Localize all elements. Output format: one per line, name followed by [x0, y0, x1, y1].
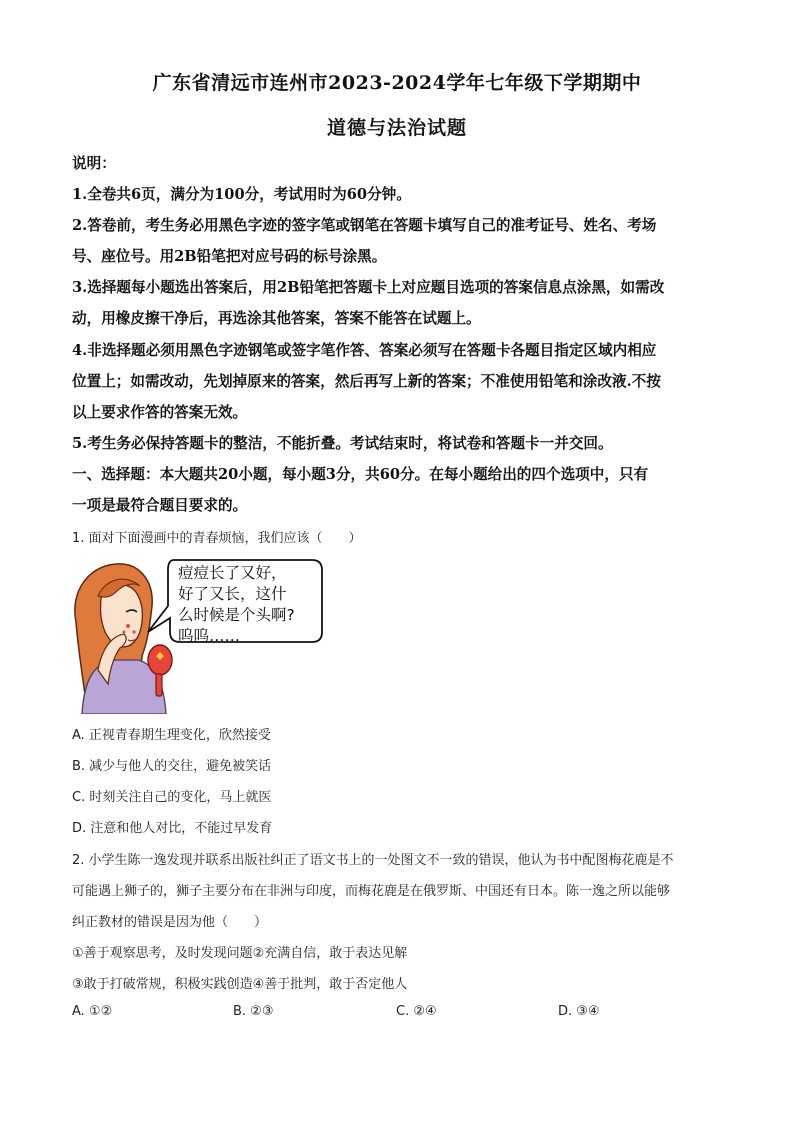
- instruction-2-line2: 号、座位号。用2B铅笔把对应号码的标号涂黑。: [72, 248, 387, 265]
- question-2-statements-line1: ①善于观察思考，及时发现问题②充满自信，敢于表达见解: [72, 946, 408, 961]
- question-1-option-b[interactable]: B. 减少与他人的交往，避免被笑话: [72, 759, 272, 774]
- instruction-4-line1: 4.非选择题必须用黑色字迹钢笔或签字笔作答、答案必须写在答题卡各题目指定区域内相应: [72, 342, 657, 359]
- instruction-5: 5.考生务必保持答题卡的整洁，不能折叠。考试结束时，将试卷和答题卡一并交回。: [72, 435, 613, 452]
- instruction-3-line2: 动，用橡皮擦干净后，再选涂其他答案，答案不能答在试题上。: [72, 310, 481, 327]
- instruction-4-line2: 位置上；如需改动，先划掉原来的答案，然后再写上新的答案；不准使用铅笔和涂改液.不按: [72, 373, 661, 390]
- instructions-heading: 说明：: [72, 155, 116, 172]
- instruction-1: 1.全卷共6页，满分为100分，考试用时为60分钟。: [72, 186, 411, 203]
- exam-title-line1: 广东省清远市连州市2023-2024学年七年级下学期期中: [152, 72, 642, 94]
- question-1-option-d[interactable]: D. 注意和他人对比，不能过早发育: [72, 821, 273, 836]
- bubble-line-2: 好了又长，这什: [178, 585, 287, 603]
- question-2-option-c[interactable]: C. ②④: [396, 1004, 437, 1019]
- pimple-mark: [123, 631, 126, 634]
- pimple-mark: [126, 624, 130, 628]
- question-2-option-b[interactable]: B. ②③: [233, 1004, 274, 1019]
- question-2-option-a[interactable]: A. ①②: [72, 1004, 113, 1019]
- question-2-stem-line2: 可能遇上狮子的，狮子主要分布在非洲与印度，而梅花鹿是在俄罗斯、中国还有日本。陈一逸之所以能够: [72, 884, 671, 899]
- question-1-option-c[interactable]: C. 时刻关注自己的变化，马上就医: [72, 790, 272, 805]
- exam-title-line2: 道德与法治试题: [326, 117, 467, 139]
- section1-heading-line1: 一、选择题：本大题共20小题，每小题3分，共60分。在每小题给出的四个选项中，只有: [72, 466, 649, 483]
- question-2-statements-line2: ③敢于打破常规，积极实践创造④善于批判，敢于否定他人: [72, 977, 408, 992]
- question-2-option-d[interactable]: D. ③④: [558, 1004, 600, 1019]
- question-2-stem-line1: 2. 小学生陈一逸发现并联系出版社纠正了语文书上的一处图文不一致的错误，他认为书中配图梅花鹿是不: [72, 853, 674, 868]
- mirror-handle: [156, 674, 162, 696]
- bubble-line-4: 呜呜……: [178, 627, 241, 645]
- pimple-mark: [132, 630, 135, 633]
- instruction-2-line1: 2.答卷前，考生务必用黑色字迹的签字笔或钢笔在答题卡填写自己的准考证号、姓名、考场: [72, 217, 657, 234]
- section1-heading-line2: 一项是最符合题目要求的。: [72, 497, 248, 514]
- question-1-stem: 1. 面对下面漫画中的青春烦恼，我们应该（ ）: [72, 531, 362, 546]
- instruction-4-line3: 以上要求作答的答案无效。: [72, 404, 248, 421]
- bubble-line-3: 么时候是个头啊?: [178, 606, 295, 624]
- instruction-3-line1: 3.选择题每小题选出答案后，用2B铅笔把答题卡上对应题目选项的答案信息点涂黑，如需改: [72, 279, 665, 296]
- question-2-stem-line3: 纠正教材的错误是因为他（ ）: [72, 915, 268, 930]
- speech-bubble-text: [178, 563, 318, 647]
- question-1-option-a[interactable]: A. 正视青春期生理变化，欣然接受: [72, 728, 271, 743]
- bubble-line-1: 痘痘长了又好，: [178, 564, 287, 582]
